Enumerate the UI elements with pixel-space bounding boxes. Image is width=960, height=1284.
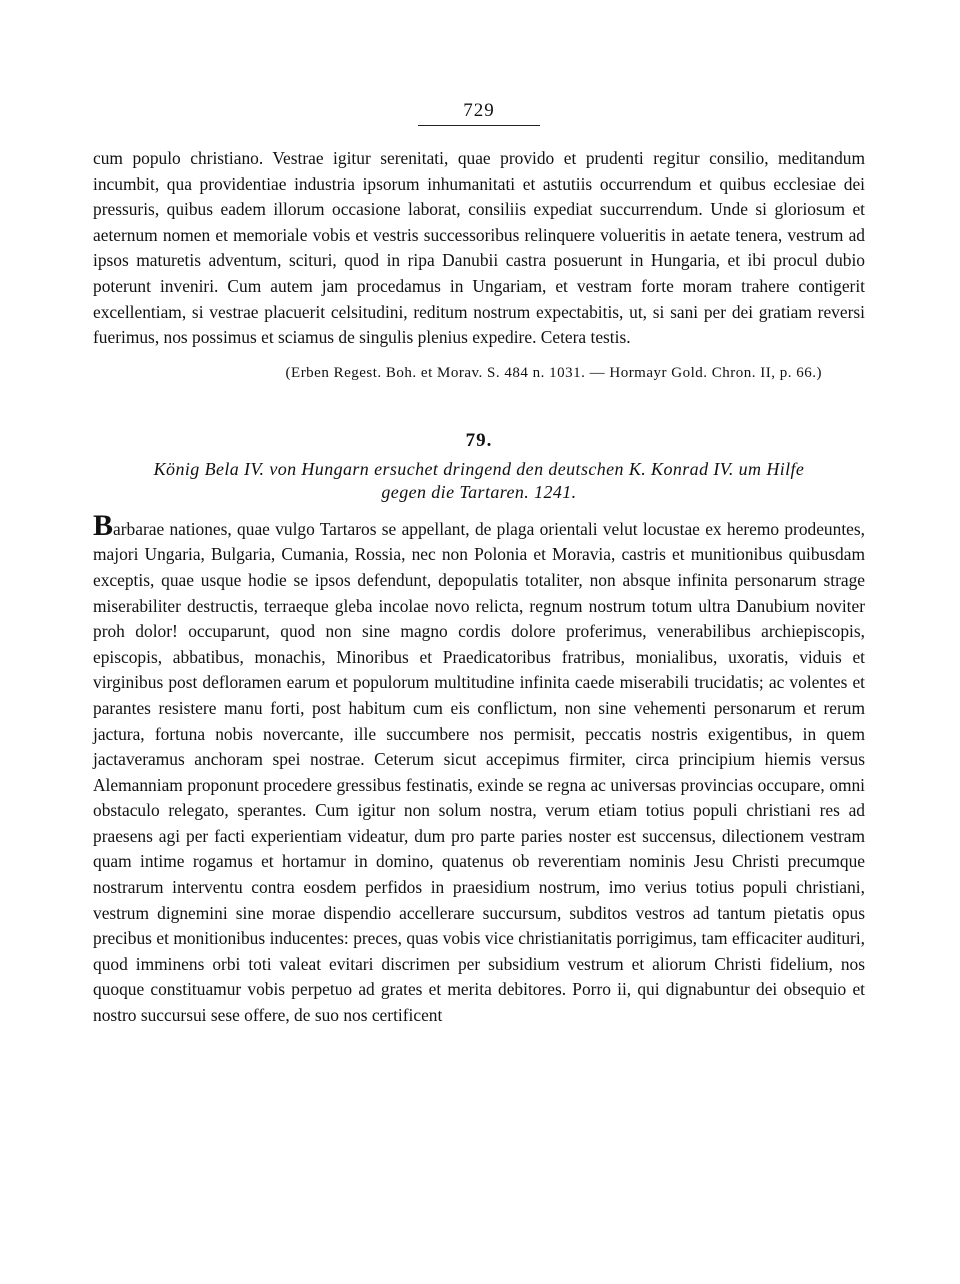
main-paragraph-text: arbarae nationes, quae vulgo Tartaros se appellant, de plaga orientali velut locustae ex heremo prodeuntes, majori Ungaria, Bulgaria, Cumania, Rossia, nec non Polonia et Moravia, castris et munitionibus quibusdam exceptis, quae usque hodie se ipsos defendunt, depopulatis totaliter, non absque infinita personarum strage miserabiliter destructis, terraeque gleba incolae novo relicta, regnum nostrum totum ultra Danubium noviter proh dolor! occuparunt, quod non sine magno cordis dolore proferimus, venerabilibus archiepiscopis, episcopis, abbatibus, monachis, Minoribus et Praedicatoribus fratribus, monialibus, uxoratis, viduis et virginibus post defloramen earum et populorum multitudine infinita caede miserabili trucidatis; ac volentes et parantes resistere manu forti, post habitum cum eis conflictum, non sine vehementi personarum et rerum jactura, fortuna nobis novercante, ille succumbere nos permisit, peccatis nostris exigentibus, in quem jactaveramus anchoram spei nostrae. Ceterum sicut accepimus firmiter, circa principium hiemis versus Alemanniam proponunt procedere gressibus festinatis, exinde se regna ac universas provincias occupare, omni obstaculo relegato, sperantes. Cum igitur non solum nostra, verum etiam totius populi christiani res ad praesens agi per facti experientiam videatur, dum pro parte paries noster est succensus, dilectionem vestram quam intime rogamus et hortamur in domino, quatenus ob reverentiam nominis Jesu Christi precumque nostrarum interventu contra eosdem perfidos in praesidium nostrum, imo verius totius populi christiani, vestrum dignemini sine morae dispendio accellerare succursum, subditos vestros ad tantum pietatis opus precibus et monitionibus inducentes: preces, quas vobis vice christianitatis porrigimus, tam efficaciter audituri, quod imminens orbi toti valeat evitari discrimen per subsidium vestrum et aliorum Christi fidelium, nos quoque constituamur vobis perpetuo ad grates et merita debitores. Porro ii, qui dignabuntur dei obsequio et nostro succursui sese offere, de suo nos certificent bbox=[93, 518, 865, 1026]
document-number: 79. bbox=[465, 429, 493, 451]
main-paragraph bbox=[93, 508, 865, 1029]
heading-line-1: König Bela IV. von Hungarn ersuchet dringend den deutschen K. Konrad IV. um Hilfe bbox=[153, 458, 805, 479]
heading-line-2: gegen die Tartaren. 1241. bbox=[381, 481, 577, 502]
citation: (Erben Regest. Boh. et Morav. S. 484 n. 1031. — Hormayr Gold. Chron. II, p. 66.) bbox=[285, 364, 822, 381]
page-number-rule bbox=[418, 125, 540, 126]
document-heading bbox=[93, 458, 865, 504]
continuation-paragraph: cum populo christiano. Vestrae igitur serenitati, quae provido et prudenti regitur consilio, meditandum incumbit, qua providentiae industria ipsorum inhumanitati et astutiis occurrendum et quibus ecclesiae dei pressuris, quibus eadem illorum occasione laborat, consiliis expediat succurrendum. Unde si gloriosum et aeternum nomen et memoriale vobis et vestris successoribus relinquere volueritis in aetate tenera, vestrum ad ipsos maturetis adventum, scituri, quod in ripa Danubii castra posuerunt in Hungaria, et ibi procul dubio poterunt inveniri. Cum autem jam procedamus in Ungariam, et vestram forte moram trahere contigerit excellentiam, si vestrae placuerit celsitudini, reditum nostrum expectabitis, ut, si sani per dei gratiam reversi fuerimus, nos possimus et sciamus de singulis plenius expedire. Cetera testis. bbox=[93, 148, 865, 348]
page-number: 729 bbox=[463, 100, 495, 121]
document-page bbox=[93, 100, 865, 1029]
drop-cap: B bbox=[93, 508, 114, 542]
